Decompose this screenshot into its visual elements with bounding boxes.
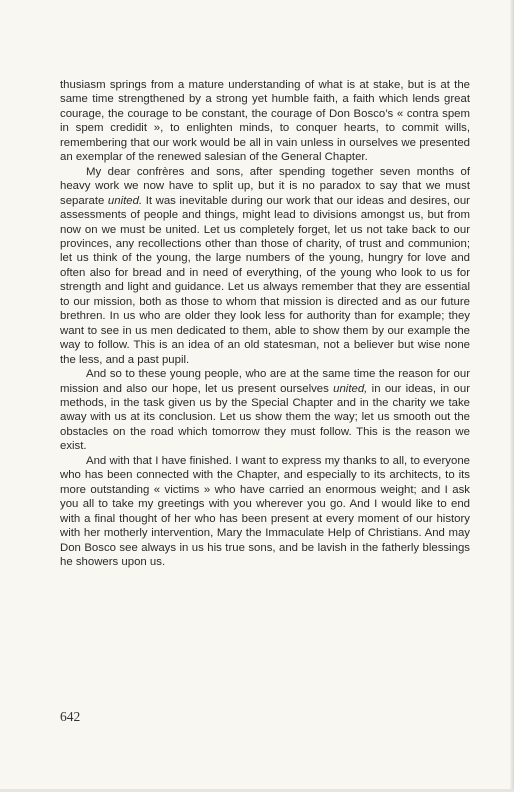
page-number: 642 — [60, 709, 81, 724]
emphasis-united: united, — [333, 382, 368, 395]
emphasis-united: united. — [107, 194, 143, 207]
text-run: And so to these young people, who are at the same time the reason for our mission and also our hope, let us present ourselves — [60, 368, 470, 395]
text-run: My dear confrères and sons, after spending together seven months of heavy work we now have to split up, but it is no paradox to say that we must separate — [60, 165, 470, 207]
paragraph-2 — [60, 165, 470, 367]
page-edge-shadow — [510, 0, 514, 792]
text-run: And with that I have finished. I want to express my thanks to all, to everyone who has been connected with the Chapter, and especially to its architects, to its more outstanding « victims » who have carried an enormous weight; and I ask you all to take my greetings with you wherever you go. And I would like to end with a final thought of her who has been present at every moment of our history with her motherly intervention, Mary the Immaculate Help of Christians. And may Don Bosco see always in us his true sons, and be lavish in the fatherly blessings he showers upon us. — [60, 454, 470, 568]
paragraph-4 — [60, 454, 470, 570]
paragraph-3 — [60, 367, 470, 454]
paragraph-1 — [60, 78, 470, 165]
text-run: It was inevitable during our work that our ideas and desires, our assessments of people and things, might lead to divisions amongst us, but from now on we must be united. Let us completely forget, let us not take back to our provinces, any recollections other than those of charity, of trust and communion; let us think of the young, the large numbers of the young, hungry for love and often also for bread and in need of everything, of the young who look to us for strength and light and guidance. Let us always remember that they are essential to our mission, both as those to whom that mission is directed and as our future brethren. In us who are older they look less for authority than for example; they want to see in us men dedicated to them, able to show them by our example the way to follow. This is an idea of an old statesman, not a believer but wise none the less, and a past pupil. — [60, 194, 470, 366]
body-text — [60, 78, 470, 569]
text-run: thusiasm springs from a mature understanding of what is at stake, but is at the same time strengthened by a strong yet humble faith, a faith which lends great courage, the courage to be constant, the courage of Don Bosco’s « contra spem in spem credidit », to enlighten minds, to conquer hearts, to commit wills, remembering that our work would be all in vain unless in ourselves we presented an exemplar of the renewed salesian of the General Chapter. — [60, 79, 470, 164]
text-run: in our ideas, in our methods, in the task given us by the Special Chapter and in the charity we take away with us at its conclusion. Let us show them the way; let us smooth out the obstacles on the road which tomorrow they must follow. This is the reason we exist. — [60, 382, 470, 453]
